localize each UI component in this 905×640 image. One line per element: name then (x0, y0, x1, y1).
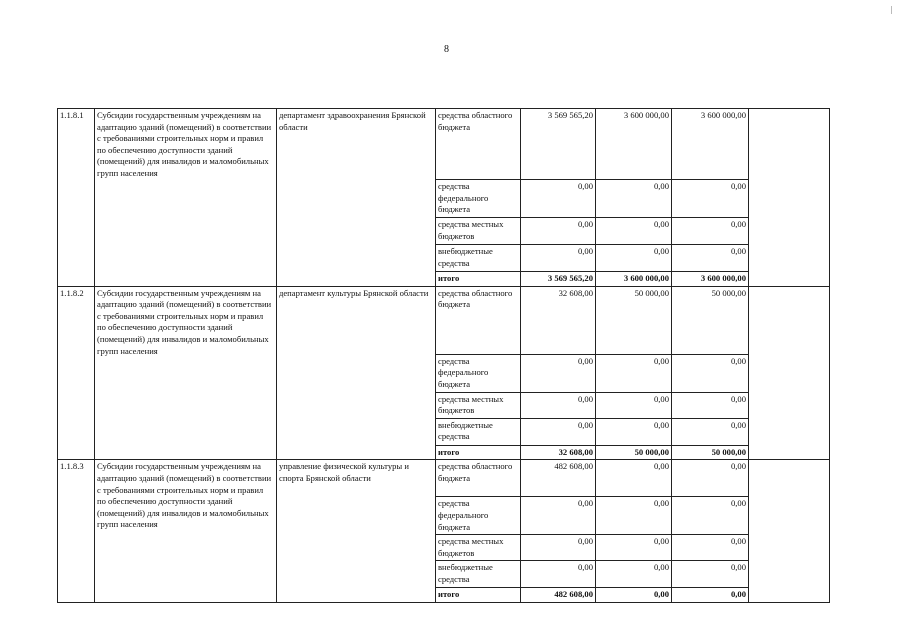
value-year3: 0,00 (672, 561, 749, 588)
row-code: 1.1.8.1 (58, 109, 95, 287)
value-year1: 0,00 (521, 497, 596, 535)
empty-cell (749, 460, 830, 603)
value-year3: 0,00 (672, 460, 749, 497)
value-year2: 50 000,00 (596, 286, 672, 354)
table-row (58, 286, 830, 354)
source-label: средства областного бюджета (436, 109, 521, 180)
value-year3: 0,00 (672, 392, 749, 418)
executor: департамент культуры Брянской области (277, 286, 436, 460)
budget-table (57, 108, 830, 603)
empty-cell (749, 286, 830, 460)
value-year3: 0,00 (672, 497, 749, 535)
total-year1: 482 608,00 (521, 588, 596, 603)
value-year1: 0,00 (521, 354, 596, 392)
value-year3: 50 000,00 (672, 286, 749, 354)
value-year3: 0,00 (672, 245, 749, 272)
value-year2: 0,00 (596, 535, 672, 561)
source-label: внебюджетные средства (436, 561, 521, 588)
value-year1: 0,00 (521, 392, 596, 418)
value-year2: 3 600 000,00 (596, 109, 672, 180)
value-year3: 0,00 (672, 418, 749, 445)
value-year1: 0,00 (521, 180, 596, 218)
value-year2: 0,00 (596, 218, 672, 245)
measure-name: Субсидии государственным учреждениям на адаптацию зданий (помещений) в соответствии с требованиями строительных норм и правил по обеспечению доступности зданий (помещений) для инвалидов и маломобильных групп населения (95, 460, 277, 603)
scan-mark (891, 6, 892, 14)
source-label: внебюджетные средства (436, 418, 521, 445)
total-year3: 0,00 (672, 588, 749, 603)
total-year2: 3 600 000,00 (596, 272, 672, 287)
value-year2: 0,00 (596, 418, 672, 445)
row-code: 1.1.8.3 (58, 460, 95, 603)
total-label: итого (436, 272, 521, 287)
value-year3: 0,00 (672, 354, 749, 392)
value-year1: 0,00 (521, 561, 596, 588)
source-label: внебюджетные средства (436, 245, 521, 272)
total-year2: 0,00 (596, 588, 672, 603)
value-year1: 0,00 (521, 245, 596, 272)
value-year2: 0,00 (596, 561, 672, 588)
table-row (58, 460, 830, 497)
source-label: средства местных бюджетов (436, 392, 521, 418)
value-year2: 0,00 (596, 460, 672, 497)
source-label: средства федерального бюджета (436, 180, 521, 218)
value-year1: 0,00 (521, 535, 596, 561)
total-year2: 50 000,00 (596, 445, 672, 460)
value-year3: 0,00 (672, 180, 749, 218)
total-label: итого (436, 588, 521, 603)
measure-name: Субсидии государственным учреждениям на адаптацию зданий (помещений) в соответствии с требованиями строительных норм и правил по обеспечению доступности зданий (помещений) для инвалидов и маломобильных групп населения (95, 286, 277, 460)
total-year3: 3 600 000,00 (672, 272, 749, 287)
total-year1: 3 569 565,20 (521, 272, 596, 287)
value-year1: 3 569 565,20 (521, 109, 596, 180)
total-year1: 32 608,00 (521, 445, 596, 460)
value-year1: 0,00 (521, 418, 596, 445)
row-code: 1.1.8.2 (58, 286, 95, 460)
value-year2: 0,00 (596, 180, 672, 218)
table-row (58, 109, 830, 180)
value-year2: 0,00 (596, 392, 672, 418)
value-year2: 0,00 (596, 497, 672, 535)
total-label: итого (436, 445, 521, 460)
value-year3: 0,00 (672, 218, 749, 245)
source-label: средства федерального бюджета (436, 497, 521, 535)
value-year2: 0,00 (596, 354, 672, 392)
source-label: средства областного бюджета (436, 460, 521, 497)
executor: управление физической культуры и спорта Брянской области (277, 460, 436, 603)
value-year1: 32 608,00 (521, 286, 596, 354)
measure-name: Субсидии государственным учреждениям на адаптацию зданий (помещений) в соответствии с требованиями строительных норм и правил по обеспечению доступности зданий (помещений) для инвалидов и маломобильных групп населения (95, 109, 277, 287)
total-year3: 50 000,00 (672, 445, 749, 460)
value-year1: 0,00 (521, 218, 596, 245)
value-year2: 0,00 (596, 245, 672, 272)
source-label: средства местных бюджетов (436, 218, 521, 245)
executor: департамент здравоохранения Брянской области (277, 109, 436, 287)
source-label: средства областного бюджета (436, 286, 521, 354)
value-year3: 0,00 (672, 535, 749, 561)
value-year3: 3 600 000,00 (672, 109, 749, 180)
value-year1: 482 608,00 (521, 460, 596, 497)
source-label: средства местных бюджетов (436, 535, 521, 561)
empty-cell (749, 109, 830, 287)
page-number: 8 (444, 44, 449, 55)
source-label: средства федерального бюджета (436, 354, 521, 392)
